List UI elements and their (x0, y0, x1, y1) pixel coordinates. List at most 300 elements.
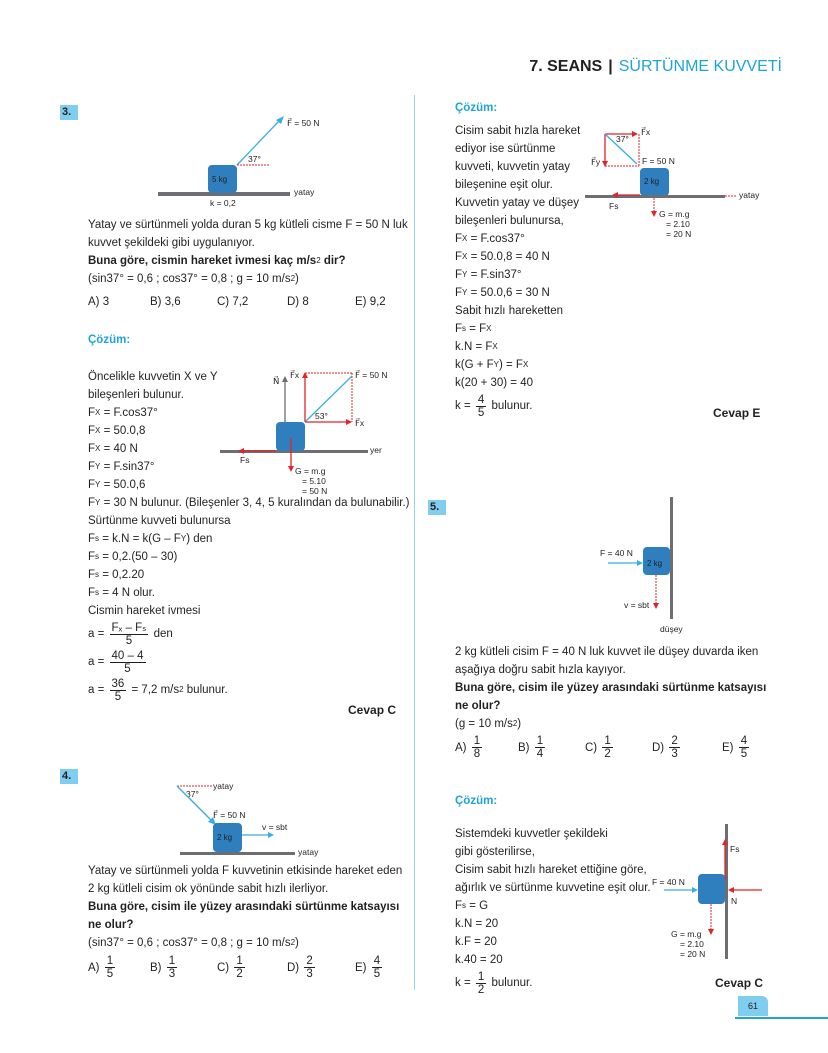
text-run: F (88, 443, 96, 455)
text-run: = 0,2.(50 – 30) (99, 551, 178, 563)
fy-label: F⃗x (290, 370, 300, 380)
angle-label: 37° (248, 154, 261, 164)
text-run: kuvveti, kuvvetin yatay (455, 160, 571, 173)
text-run: F (455, 268, 463, 281)
answer-option (88, 955, 150, 980)
text-line: F s = k.N = k(G – F Y ) den (88, 530, 409, 548)
text-run: D) 8 (287, 296, 309, 308)
text-line (455, 843, 651, 861)
arrow-head-icon (653, 603, 659, 609)
friction-label: Fs (609, 201, 619, 211)
weight-calc: = 2.10 (666, 219, 690, 229)
answer-option (150, 955, 217, 980)
text-run: F (88, 407, 96, 419)
text-run: ) (295, 273, 299, 285)
answer-option (518, 735, 585, 760)
text-run: F (455, 286, 463, 299)
weight-value: = 20 N (666, 229, 692, 239)
text-line (455, 194, 580, 212)
force-label: F⃗ = 50 N (213, 810, 246, 820)
text-run: gibi gösterilirse, (455, 846, 535, 858)
normal-force-label: N (731, 896, 738, 906)
force-label: F = 50 N (642, 156, 675, 166)
text-line (455, 122, 580, 140)
mass-label: 2 kg (647, 559, 663, 568)
text-run: A) (88, 961, 103, 974)
text-run: bileşenine eşit olur. (455, 178, 553, 191)
answer-option (355, 955, 384, 980)
question-text (88, 862, 402, 952)
solution-text (455, 825, 651, 997)
text-line (88, 880, 402, 898)
numerator: 1 (473, 735, 481, 747)
text-run: B) 3,6 (150, 296, 181, 308)
text-run: Yatay ve sürtünmeli yolda duran 5 kg kütleli cisme F = 50 N luk (88, 219, 408, 231)
text-line (88, 512, 409, 530)
text-line: F Y = 30 N bulunur. (Bileşenler 3, 4, 5 kuralından da bulunabilir.) (88, 494, 409, 512)
text-run: C) (217, 961, 233, 974)
numerator: 1 (106, 955, 114, 967)
text-line (455, 861, 651, 879)
text-run: ) (295, 936, 299, 949)
text-run: D) (652, 741, 668, 754)
answer-options (455, 735, 751, 760)
arrow-head-icon (268, 832, 274, 838)
text-line (88, 620, 409, 648)
answer-option (585, 735, 652, 760)
answer-option (652, 735, 722, 760)
text-run: Cismin hareket ivmesi (88, 605, 201, 617)
numerator: 4 (740, 735, 748, 747)
text-run: k = (455, 977, 474, 989)
text-run: aşağıya doğru sabit hızla kayıyor. (455, 664, 626, 676)
text-run: F (455, 232, 463, 245)
text-run: bulunur. (183, 684, 228, 696)
question-number: 5. (428, 500, 446, 515)
arrow-head-icon (346, 419, 352, 425)
text-line (88, 862, 402, 880)
fx-label: F⃗x (355, 418, 365, 428)
text-run: C) (585, 741, 601, 754)
force-arrow (305, 376, 352, 422)
text-run: k.40 = 20 (455, 954, 503, 966)
text-line: (g = 10 m/s 2 ) (455, 718, 522, 730)
text-run: 2 kg kütleli cisim ok yönünde sabit hızlı ilerliyor. (88, 882, 329, 895)
text-line: F s = 0,2.20 (88, 566, 409, 584)
angle-label: 37° (616, 134, 629, 144)
denominator: 8 (473, 748, 481, 760)
normal-force-label: N⃗ (273, 376, 280, 386)
text-run: F (88, 497, 96, 509)
fraction (476, 394, 486, 419)
denominator: 2 (236, 968, 243, 980)
text-run: k.F = 20 (455, 936, 497, 948)
denominator: 3 (671, 748, 678, 760)
text-run: = 50.0,8 (100, 425, 146, 437)
text-run: = 50.0,6 (100, 479, 146, 491)
q4-diagram (150, 775, 350, 860)
text-run: den (150, 628, 173, 640)
text-run: k(G + F (455, 358, 494, 371)
text-line: F X = 50.0,8 (88, 422, 409, 440)
fraction (476, 971, 486, 996)
friction-coefficient-label: k = 0,2 (210, 198, 236, 208)
arrow-head-icon (632, 131, 638, 137)
fraction (110, 650, 146, 675)
text-run: B) (150, 961, 165, 974)
text-run: Cisim sabit hızlı hareket ettiğine göre, (455, 864, 647, 876)
fx-label: F⃗x (641, 127, 651, 137)
bold-text: Buna göre, cismin hareket ivmesi kaç m/s (88, 255, 317, 267)
question-number: 4. (60, 769, 78, 784)
answer-label: Cevap E (713, 406, 761, 420)
fraction (105, 955, 115, 980)
numerator: 36 (111, 677, 125, 690)
text-run: C) 7,2 (217, 296, 249, 308)
text-run: k.N = F (455, 340, 493, 353)
mass-label: 5 kg (212, 175, 228, 184)
text-line: k.N = F X (455, 338, 580, 356)
text-line: (sin37° = 0,6 ; cos37° = 0,8 ; g = 10 m/s 2 ) (88, 270, 408, 288)
friction-label: Fs (240, 455, 250, 465)
fraction (167, 955, 177, 980)
bold-text: ne olur? (455, 700, 501, 712)
fraction (602, 735, 612, 760)
weight-calc: = 5.10 (302, 476, 326, 486)
force-label: F = 40 N (600, 548, 633, 558)
text-line: Buna göre, cismin hareket ivmesi kaç m/s 2 dir? (88, 252, 408, 270)
weight-label: G = m.g (659, 209, 690, 219)
wall-label: düşey (660, 624, 683, 634)
denominator: 2 (477, 983, 485, 996)
text-run: bileşenleri bulunur. (88, 389, 184, 401)
text-line (455, 140, 580, 158)
text-line (455, 933, 651, 951)
denominator: 5 (477, 406, 485, 419)
text-line: F X = F.cos37° (455, 230, 580, 248)
text-line (455, 697, 766, 715)
arrow-head-icon (692, 887, 698, 893)
text-run: = 50.0,6 = 30 N (467, 286, 550, 299)
answer-option (722, 735, 751, 760)
denominator: 3 (306, 968, 313, 980)
answer-option (217, 296, 287, 308)
text-run: A) 3 (88, 296, 110, 308)
text-run: F (88, 533, 96, 545)
block (698, 874, 725, 904)
text-run: F (455, 250, 463, 263)
question-text (455, 643, 766, 733)
text-line: a = $\frac{36}{5}$ = 7,2 m/s 2 bulunur. (88, 677, 228, 703)
text-line (88, 602, 409, 620)
text-run: a = (88, 684, 108, 696)
text-run: ediyor ise sürtünme (455, 142, 556, 155)
numerator: 1 (236, 955, 243, 967)
text-run: Sistemdeki kuvvetler şekildeki (455, 828, 608, 840)
fraction (739, 735, 749, 760)
text-run: = 30 N bulunur. (Bileşenler 3, 4, 5 kuralından da bulunabilir.) (100, 497, 410, 509)
arrow-head-icon (238, 448, 244, 454)
answer-option (150, 296, 217, 308)
text-line (455, 392, 580, 420)
wall (670, 497, 673, 619)
text-line (455, 825, 651, 843)
text-run: k.N = 20 (455, 918, 499, 930)
question-text (88, 216, 408, 288)
header-separator: | (608, 58, 613, 75)
denominator: 5 (114, 690, 122, 703)
text-run: F (88, 479, 96, 491)
numerator: 1 (477, 970, 485, 983)
text-run: = F.cos37° (467, 232, 525, 245)
text-run: = F (466, 322, 487, 335)
text-run: = k.N = k(G – F (99, 533, 181, 545)
fraction (669, 735, 679, 760)
text-run: E) (722, 741, 737, 754)
text-run: Cisim sabit hızla hareket (455, 124, 581, 137)
fraction (535, 735, 545, 760)
bold-text: dir? (320, 255, 346, 267)
weight-value: = 50 N (302, 486, 328, 496)
text-line (455, 879, 651, 897)
footer-line (735, 1017, 828, 1019)
text-line: F Y = F.sin37° (88, 458, 409, 476)
friction-label: Fs (730, 844, 740, 854)
answer-label: Cevap C (348, 703, 397, 717)
text-run: = 4 N olur. (99, 587, 155, 599)
text-line (88, 916, 402, 934)
text-run: = G (466, 900, 489, 912)
text-run: bulunur. (488, 399, 533, 412)
text-line (455, 643, 766, 661)
text-run: 2 kg kütleli cisim F = 40 N luk kuvvet ile düşey duvarda iken (455, 646, 759, 658)
answer-option (287, 296, 355, 308)
solution-text (455, 122, 580, 420)
fraction (234, 955, 244, 980)
angle-label: 53° (315, 411, 328, 421)
text-run: ) (517, 718, 522, 730)
text-line: F X = 40 N (88, 440, 409, 458)
velocity-label: v = sbt (624, 600, 650, 610)
text-line: F s = F X (455, 320, 580, 338)
denominator: 2 (604, 748, 611, 760)
answer-label: Cevap C (715, 976, 764, 990)
text-line: F s = G (455, 900, 489, 912)
text-line (455, 158, 580, 176)
text-run: F (88, 461, 96, 473)
topic-title: SÜRTÜNME KUVVETİ (618, 58, 782, 75)
answer-option (287, 955, 355, 980)
text-run: = 50.0,8 = 40 N (467, 250, 550, 263)
force-label: F = 40 N (652, 877, 685, 887)
text-run: ) den (186, 533, 213, 545)
text-run: F (88, 551, 96, 563)
text-line (88, 648, 409, 676)
arrow-head-icon (651, 211, 657, 217)
question-number: 3. (60, 105, 78, 120)
q5-solution-diagram (648, 822, 768, 967)
horizontal-label: yatay (213, 781, 234, 791)
text-run: k(20 + 30) = 40 (455, 376, 533, 389)
text-line (455, 915, 651, 933)
fraction (472, 735, 482, 760)
text-run: Kuvvetin yatay ve düşey (455, 196, 580, 209)
fraction (110, 622, 149, 647)
text-run: k = (455, 399, 474, 412)
text-line: F s = 0,2.(50 – 30) (88, 548, 409, 566)
text-run: F (88, 425, 96, 437)
text-line (455, 661, 766, 679)
text-line (455, 212, 580, 230)
bold-text: Buna göre, cisim ile yüzey arasındaki sürtünme katsayısı (455, 682, 767, 694)
text-run: Sürtünme kuvveti bulunursa (88, 515, 231, 527)
denominator: 5 (106, 968, 114, 980)
text-run: ) = F (499, 358, 523, 371)
text-line: F Y = F.sin37° (455, 266, 580, 284)
answer-options (88, 296, 386, 308)
text-run: bileşenleri bulunursa, (455, 214, 564, 227)
text-line (455, 951, 651, 969)
angle-label: 37° (186, 789, 199, 799)
answer-option (355, 296, 386, 308)
arrow-head-icon (728, 887, 734, 893)
text-run: F (455, 322, 463, 335)
answer-options (88, 955, 384, 980)
numerator: 2 (306, 955, 313, 967)
text-line: F X = 50.0,8 = 40 N (455, 248, 580, 266)
text-line (455, 679, 766, 697)
text-run: F (88, 569, 96, 581)
answer-option (88, 296, 150, 308)
text-line (455, 176, 580, 194)
weight-label: G = m.g (671, 929, 702, 939)
text-run: D) (287, 961, 303, 974)
arrow-head-icon (288, 466, 294, 472)
page-number: 61 (738, 996, 768, 1016)
text-run: (g = 10 m/s (455, 718, 513, 730)
surface-label: yatay (298, 847, 319, 857)
text-line (455, 969, 651, 997)
text-run: Sabit hızlı hareketten (455, 304, 564, 317)
text-line: k(G + F Y ) = F X (455, 356, 580, 374)
force-label: F⃗ = 50 N (355, 370, 388, 380)
q3-solution-diagram (218, 364, 398, 504)
fraction (304, 955, 314, 980)
text-run: kuvvet şekildeki gibi uygulanıyor. (88, 237, 255, 249)
text-line (455, 302, 580, 320)
ground (585, 195, 725, 198)
fy-label: F⃗y (591, 157, 601, 167)
denominator: 5 (125, 634, 133, 647)
column-divider (414, 95, 415, 990)
force-label: F⃗ = 50 N (287, 118, 320, 128)
text-run: E) (355, 961, 370, 974)
arrow-head-icon (282, 376, 288, 382)
text-run: ağırlık ve sürtünme kuvvetine eşit olur. (455, 882, 651, 894)
weight-label: G = m.g (295, 466, 326, 476)
solution-label: Çözüm: (455, 102, 498, 114)
text-run: a = (88, 628, 108, 640)
text-run: (sin37° = 0,6 ; cos37° = 0,8 ; g = 10 m/s (88, 273, 291, 285)
denominator: 5 (124, 662, 131, 675)
velocity-label: v = sbt (262, 822, 288, 832)
arrow-head-icon (637, 560, 643, 566)
text-line: F X = F.cos37° (88, 404, 409, 422)
numerator: 2 (671, 735, 678, 747)
q3-diagram (150, 110, 350, 210)
text-run: = F.sin37° (467, 268, 522, 281)
solution-label: Çözüm: (88, 334, 131, 346)
numerator: 1 (536, 735, 544, 747)
text-run: A) (455, 741, 470, 754)
answer-option (217, 955, 287, 980)
text-run: bulunur. (488, 977, 533, 989)
denominator: 4 (536, 748, 544, 760)
mass-label: 2 kg (217, 833, 233, 842)
bold-text: Buna göre, cisim ile yüzey arasındaki sürtünme katsayısı (88, 900, 400, 913)
session-label: 7. SEANS (529, 58, 603, 75)
text-run: = F.sin37° (100, 461, 155, 473)
weight-value: = 20 N (680, 949, 706, 959)
numerator: 1 (168, 955, 176, 967)
text-line: F Y = 50.0,6 (88, 476, 409, 494)
numerator: Fₓ – Fₛ (111, 621, 147, 634)
text-run: = 7,2 m/s (128, 684, 180, 696)
arrow-head-icon (708, 929, 714, 935)
denominator: 5 (740, 748, 748, 760)
weight-calc: = 2.10 (680, 939, 704, 949)
text-line: (sin37° = 0,6 ; cos37° = 0,8 ; g = 10 m/s 2 ) (88, 934, 402, 952)
q5-diagram (590, 495, 710, 640)
ground (180, 852, 295, 855)
text-run: Öncelikle kuvvetin X ve Y (88, 371, 218, 383)
text-line (88, 234, 408, 252)
text-run: = F.cos37° (100, 407, 158, 419)
q4-solution-diagram (585, 120, 775, 245)
text-line (88, 898, 402, 916)
text-run: (sin37° = 0,6 ; cos37° = 0,8 ; g = 10 m/s (88, 936, 291, 949)
numerator: 1 (604, 735, 611, 747)
denominator: 3 (168, 968, 176, 980)
text-run: B) (518, 741, 533, 754)
text-run: Yatay ve sürtünmeli yolda F kuvvetinin etkisinde hareket eden (88, 864, 403, 877)
page-header (529, 58, 782, 76)
numerator: 4 (373, 955, 381, 967)
text-line (455, 374, 580, 392)
text-line: F s = 4 N olur. (88, 584, 409, 602)
numerator: 4 (477, 393, 485, 406)
surface-label: yatay (739, 190, 760, 200)
text-line: F Y = 50.0,6 = 30 N (455, 284, 580, 302)
fraction (372, 955, 382, 980)
text-run: E) 9,2 (355, 296, 386, 308)
numerator: 40 – 4 (111, 649, 144, 662)
surface-label: yer (370, 445, 382, 455)
text-run: = 40 N (100, 443, 138, 455)
text-run: = 0,2.20 (99, 569, 145, 581)
text-run: a = (88, 656, 108, 668)
answer-option (455, 735, 518, 760)
mass-label: 2 kg (644, 177, 660, 186)
text-line (88, 216, 408, 234)
solution-label: Çözüm: (455, 795, 498, 807)
surface-label: yatay (294, 187, 315, 197)
text-run: F (455, 900, 463, 912)
denominator: 5 (373, 968, 381, 980)
fraction (110, 678, 127, 703)
bold-text: ne olur? (88, 918, 134, 931)
text-run: F (88, 587, 96, 599)
